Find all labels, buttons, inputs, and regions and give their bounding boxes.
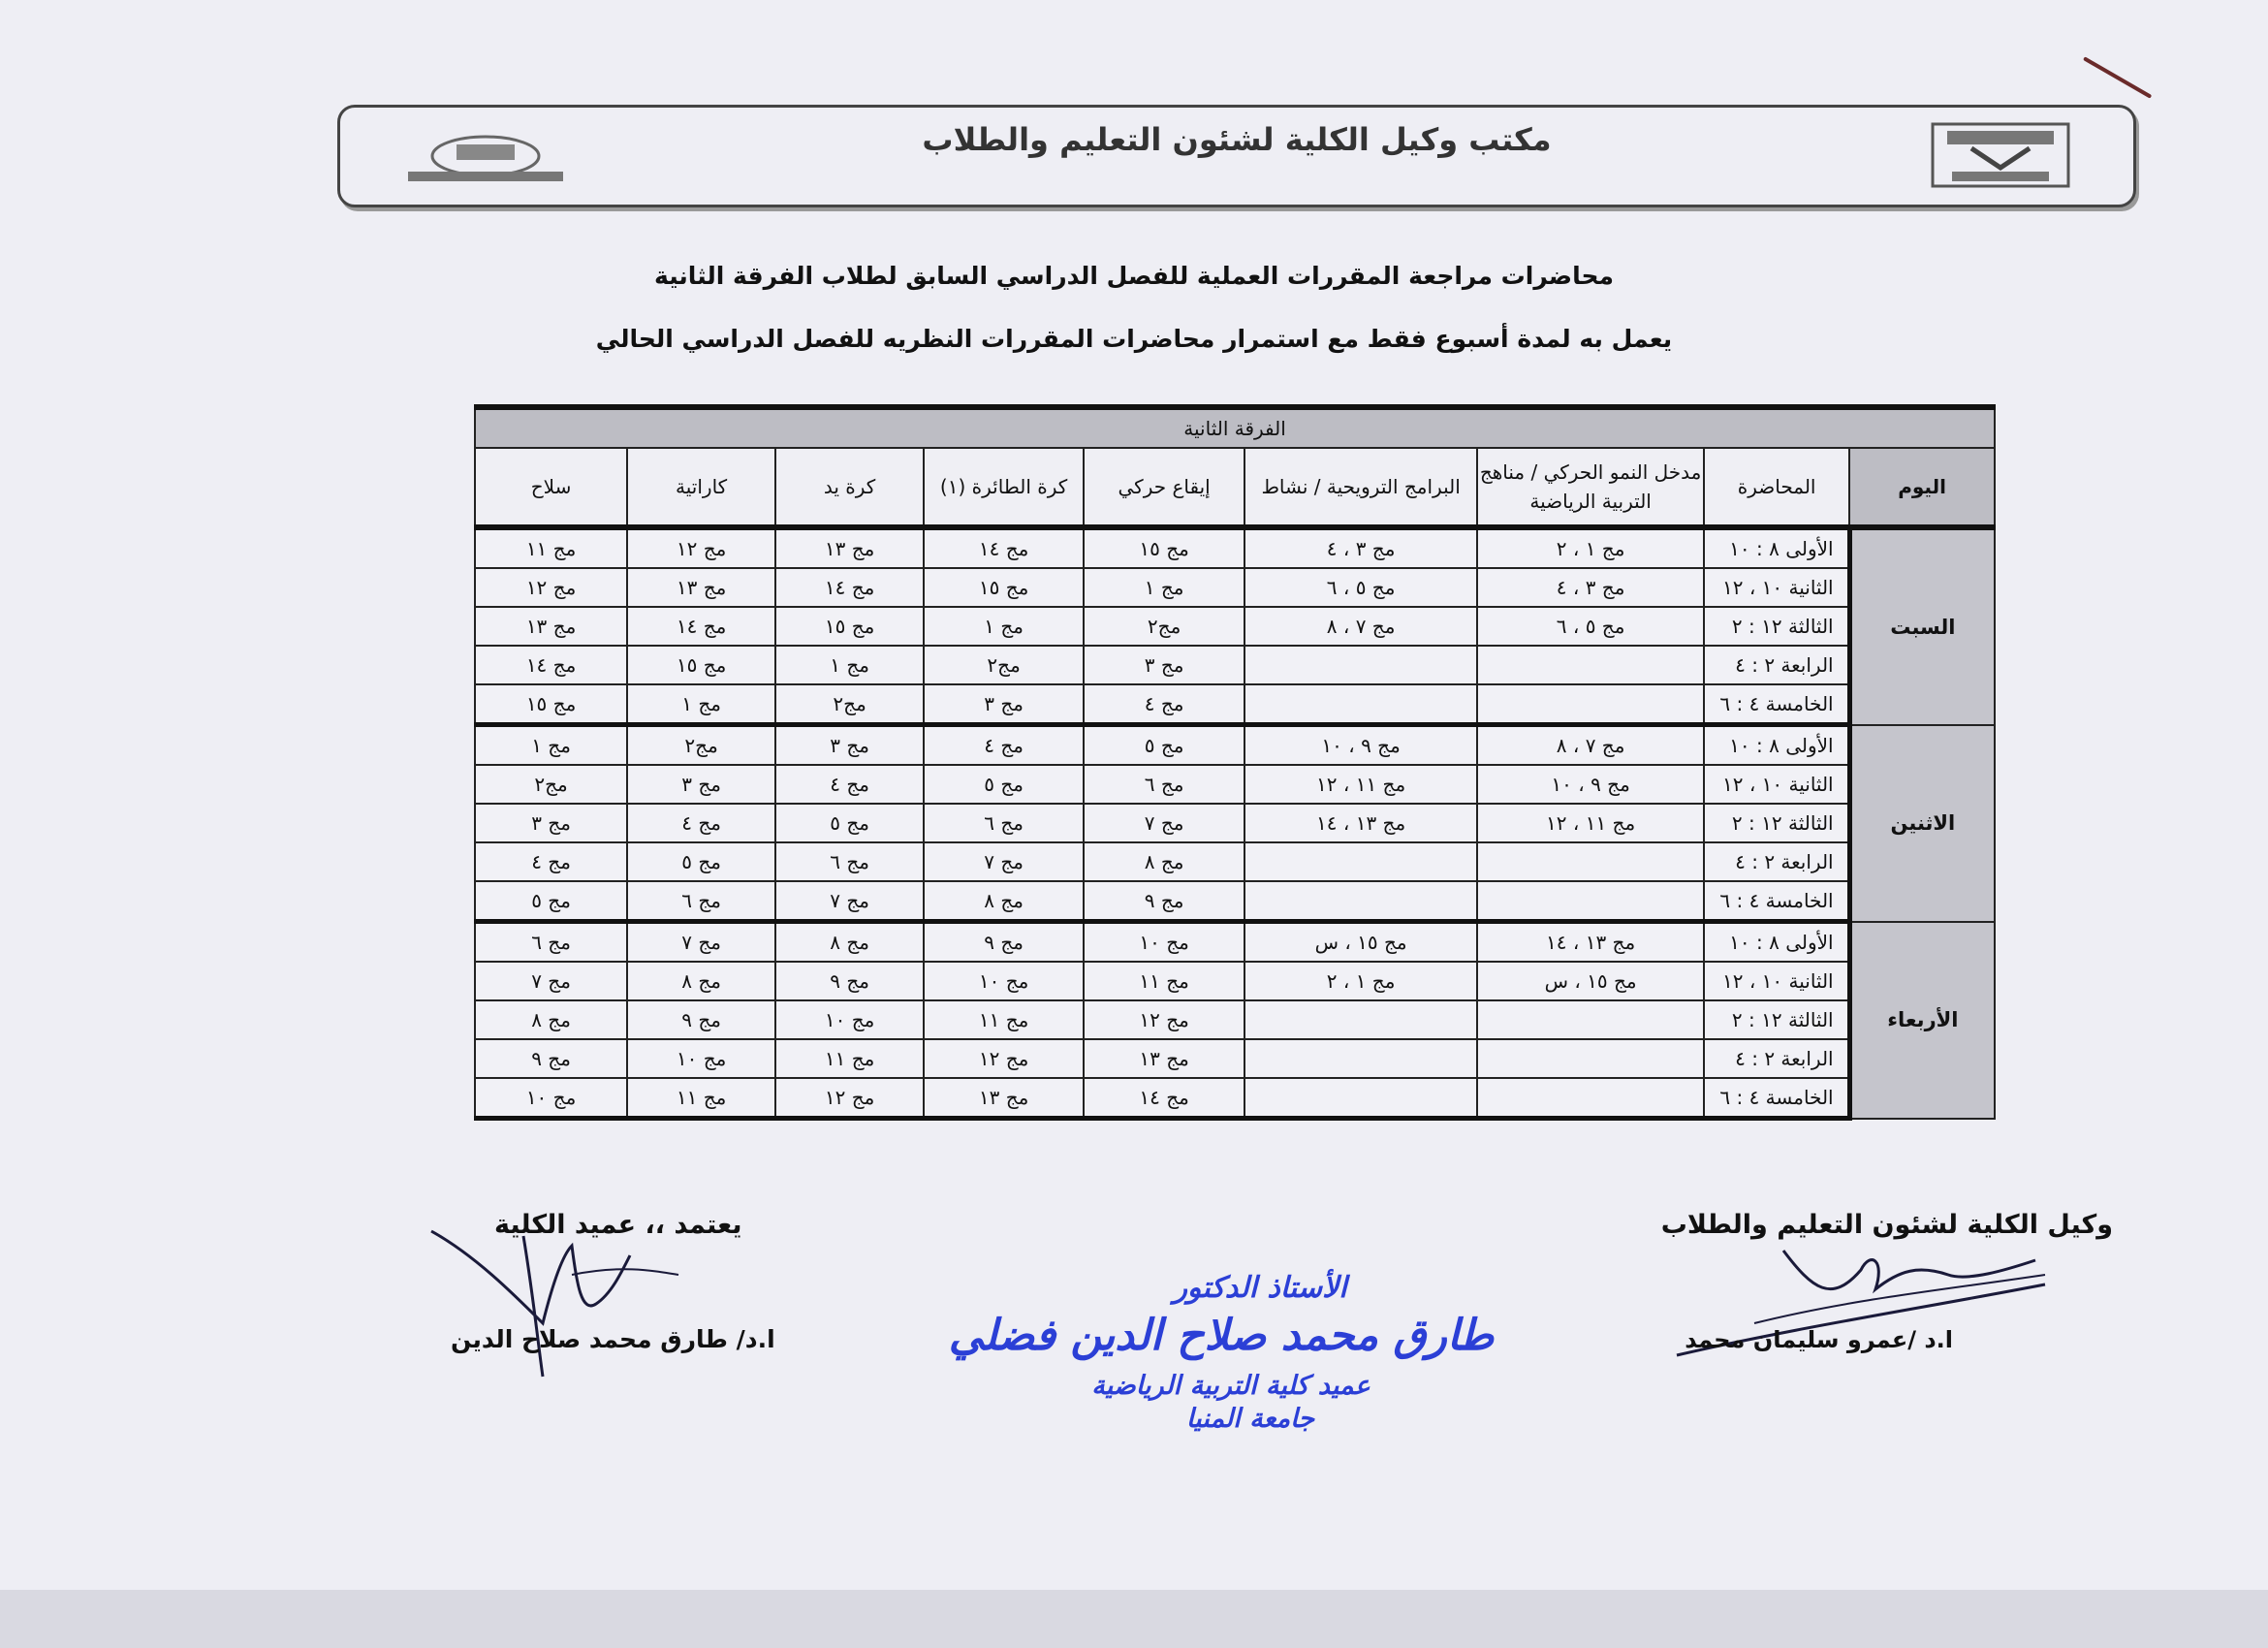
group-cell: مج ١١ [1084,962,1244,1000]
group-cell: مج ١٤ [475,646,627,684]
group-cell: مج ٦ [475,922,627,963]
group-cell: مج ١٣ [1084,1039,1244,1078]
header-fencing: سلاح [475,448,627,527]
group-cell: مج ١٥ ، س [1477,962,1704,1000]
group-cell: مج ٩ ، ١٠ [1244,725,1477,766]
group-cell: مج٢ [475,765,627,804]
group-cell: مج ١٥ [627,646,775,684]
header-volleyball: كرة الطائرة (١) [924,448,1084,527]
group-cell: مج ١ [627,684,775,725]
letterhead-box [337,105,2136,207]
group-cell: مج ٩ [775,962,924,1000]
day-cell: الاثنين [1849,725,1995,922]
group-cell: مج ١ [475,725,627,766]
group-cell: مج ١١ ، ١٢ [1244,765,1477,804]
group-cell: مج ٥ [627,842,775,881]
group-cell: مج ٣ [1084,646,1244,684]
group-cell: مج ١٤ [775,568,924,607]
group-cell: مج ٤ [627,804,775,842]
faculty-logo [1928,119,2073,191]
header-period: المحاضرة [1704,448,1849,527]
group-cell: مج ١٥ [475,684,627,725]
table-row [475,568,1995,607]
period-cell: الثالثة ١٢ : ٢ [1704,1000,1849,1039]
group-cell: مج ٤ [475,842,627,881]
group-cell: مج ٤ [1084,684,1244,725]
table-row [475,607,1995,646]
group-cell: مج ١٥ [775,607,924,646]
group-cell: مج٢ [924,646,1084,684]
period-cell: الثالثة ١٢ : ٢ [1704,804,1849,842]
period-cell: الثالثة ١٢ : ٢ [1704,607,1849,646]
group-cell [1477,684,1704,725]
group-cell [1477,1039,1704,1078]
vice-dean-title: وكيل الكلية لشئون التعليم والطلاب [1660,1210,2113,1240]
group-cell: مج ٨ [627,962,775,1000]
group-cell [1477,842,1704,881]
office-title: مكتب وكيل الكلية لشئون التعليم والطلاب [922,121,1552,158]
period-cell: الأولى ٨ : ١٠ [1704,922,1849,963]
group-cell: مج ٧ [775,881,924,922]
group-cell: مج ١١ [924,1000,1084,1039]
group-cell: مج ٧ [1084,804,1244,842]
group-cell: مج ١١ ، ١٢ [1477,804,1704,842]
header-handball: كرة يد [775,448,924,527]
group-cell: مج ١٥ ، س [1244,922,1477,963]
group-cell: مج ٧ ، ٨ [1477,725,1704,766]
dean-signature [426,1217,698,1381]
group-cell: مج ١٥ [1084,527,1244,568]
group-cell: مج ١٣ [924,1078,1084,1119]
period-cell: الخامسة ٤ : ٦ [1704,881,1849,922]
group-cell: مج ٨ [475,1000,627,1039]
group-cell: مج ٣ [627,765,775,804]
group-header: الفرقة الثانية [475,407,1995,448]
group-cell: مج ٦ [775,842,924,881]
group-cell: مج ١ [924,607,1084,646]
group-cell: مج٢ [775,684,924,725]
group-cell: مج ١٢ [775,1078,924,1119]
group-cell [1244,646,1477,684]
stamp-line-2: طارق محمد صلاح الدين فضلي [948,1311,1495,1360]
group-cell: مج ٩ [475,1039,627,1078]
period-cell: الثانية ١٠ ، ١٢ [1704,568,1849,607]
table-row [475,725,1995,766]
group-cell: مج ١١ [775,1039,924,1078]
group-cell: مج ١٠ [475,1078,627,1119]
period-cell: الثانية ١٠ ، ١٢ [1704,962,1849,1000]
group-cell [1244,684,1477,725]
dean-name: ا.د/ طارق محمد صلاح الدين [451,1325,775,1353]
group-cell: مج ٩ [627,1000,775,1039]
group-cell: مج ٥ ، ٦ [1477,607,1704,646]
table-row [475,962,1995,1000]
table-row [475,922,1995,963]
group-cell [1244,842,1477,881]
stamp-line-4: جامعة المنيا [1185,1404,1315,1434]
group-cell: مج ١٣ ، ١٤ [1244,804,1477,842]
group-cell: مج ١٣ ، ١٤ [1477,922,1704,963]
table-row [475,684,1995,725]
dean-stamp [948,1260,1495,1435]
group-cell: مج ١٠ [627,1039,775,1078]
table-row [475,646,1995,684]
group-cell: مج ٣ ، ٤ [1244,527,1477,568]
group-cell: مج ٣ [475,804,627,842]
table-row [475,804,1995,842]
dean-title: يعتمد ،، عميد الكلية [494,1210,742,1240]
period-cell: الرابعة ٢ : ٤ [1704,646,1849,684]
vice-dean-name: ا.د /عمرو سليمان محمد [1685,1326,1953,1353]
group-cell: مج ٩ ، ١٠ [1477,765,1704,804]
group-cell: مج ١ [775,646,924,684]
document-title: محاضرات مراجعة المقررات العملية للفصل الدراسي السابق لطلاب الفرقة الثانية [654,262,1614,290]
stamp-line-3: عميد كلية التربية الرياضية [1091,1371,1370,1401]
header-karate: كاراتية [627,448,775,527]
group-cell [1244,881,1477,922]
group-cell: مج ٣ ، ٤ [1477,568,1704,607]
group-cell: مج ٧ [924,842,1084,881]
period-cell: الخامسة ٤ : ٦ [1704,1078,1849,1119]
period-cell: الخامسة ٤ : ٦ [1704,684,1849,725]
group-cell: مج ٥ ، ٦ [1244,568,1477,607]
group-cell: مج ١٣ [775,527,924,568]
group-cell [1244,1039,1477,1078]
group-cell: مج ١٤ [924,527,1084,568]
table-row [475,881,1995,922]
period-cell: الثانية ١٠ ، ١٢ [1704,765,1849,804]
group-cell: مج ٩ [1084,881,1244,922]
group-cell: مج ٧ ، ٨ [1244,607,1477,646]
group-cell [1477,1000,1704,1039]
group-cell [1244,1078,1477,1119]
day-cell: الأربعاء [1849,922,1995,1119]
period-cell: الأولى ٨ : ١٠ [1704,725,1849,766]
group-cell: مج ١٠ [775,1000,924,1039]
group-cell: مج ١٣ [627,568,775,607]
group-cell: مج ١ [1084,568,1244,607]
group-cell: مج ٥ [475,881,627,922]
group-cell: مج ٦ [1084,765,1244,804]
group-cell: مج ١٢ [924,1039,1084,1078]
period-cell: الرابعة ٢ : ٤ [1704,1039,1849,1078]
stamp-line-1: الأستاذ الدكتور [1173,1271,1347,1305]
group-cell: مج ٦ [627,881,775,922]
group-cell: مج ٥ [1084,725,1244,766]
group-cell [1477,881,1704,922]
group-cell: مج ٣ [775,725,924,766]
group-cell: مج ٧ [627,922,775,963]
table-row [475,1039,1995,1078]
header-motor-development: مدخل النمو الحركي / مناهج التربية الرياضية [1477,448,1704,527]
group-cell: مج ١٠ [924,962,1084,1000]
schedule-table [474,404,1996,1121]
day-cell: السبت [1849,527,1995,725]
group-cell [1477,646,1704,684]
group-cell: مج ٥ [775,804,924,842]
document-subtitle: يعمل به لمدة أسبوع فقط مع استمرار محاضرات المقررات النظريه للفصل الدراسي الحالي [595,325,1673,353]
group-cell: مج ١٤ [627,607,775,646]
group-cell: مج ١ ، ٢ [1244,962,1477,1000]
group-cell: مج ٤ [924,725,1084,766]
group-cell: مج ٥ [924,765,1084,804]
group-cell: مج ٨ [775,922,924,963]
group-cell [1244,1000,1477,1039]
group-cell: مج ٦ [924,804,1084,842]
group-cell: مج٢ [1084,607,1244,646]
group-cell: مج ٨ [924,881,1084,922]
group-cell: مج ١١ [475,527,627,568]
group-cell: مج ١٠ [1084,922,1244,963]
group-cell: مج ١٢ [1084,1000,1244,1039]
header-recreation-programs: البرامج الترويحية / نشاط [1244,448,1477,527]
table-row [475,842,1995,881]
period-cell: الرابعة ٢ : ٤ [1704,842,1849,881]
group-cell: مج ١٣ [475,607,627,646]
header-rhythm: إيقاع حركي [1084,448,1244,527]
group-cell: مج ١١ [627,1078,775,1119]
table-row [475,1078,1995,1119]
table-row [475,1000,1995,1039]
table-row [475,765,1995,804]
group-cell: مج ٨ [1084,842,1244,881]
group-cell [1477,1078,1704,1119]
scan-bottom-strip [0,1590,2268,1648]
group-cell: مج ١٢ [475,568,627,607]
period-cell: الأولى ٨ : ١٠ [1704,527,1849,568]
group-cell: مج ١٤ [1084,1078,1244,1119]
group-cell: مج ٤ [775,765,924,804]
group-cell: مج ٣ [924,684,1084,725]
group-cell: مج ١٢ [627,527,775,568]
group-cell: مج ٩ [924,922,1084,963]
group-cell: مج ١ ، ٢ [1477,527,1704,568]
group-cell: مج٢ [627,725,775,766]
table-row [475,527,1995,568]
header-day: اليوم [1849,448,1995,527]
group-cell: مج ٧ [475,962,627,1000]
group-cell: مج ١٥ [924,568,1084,607]
